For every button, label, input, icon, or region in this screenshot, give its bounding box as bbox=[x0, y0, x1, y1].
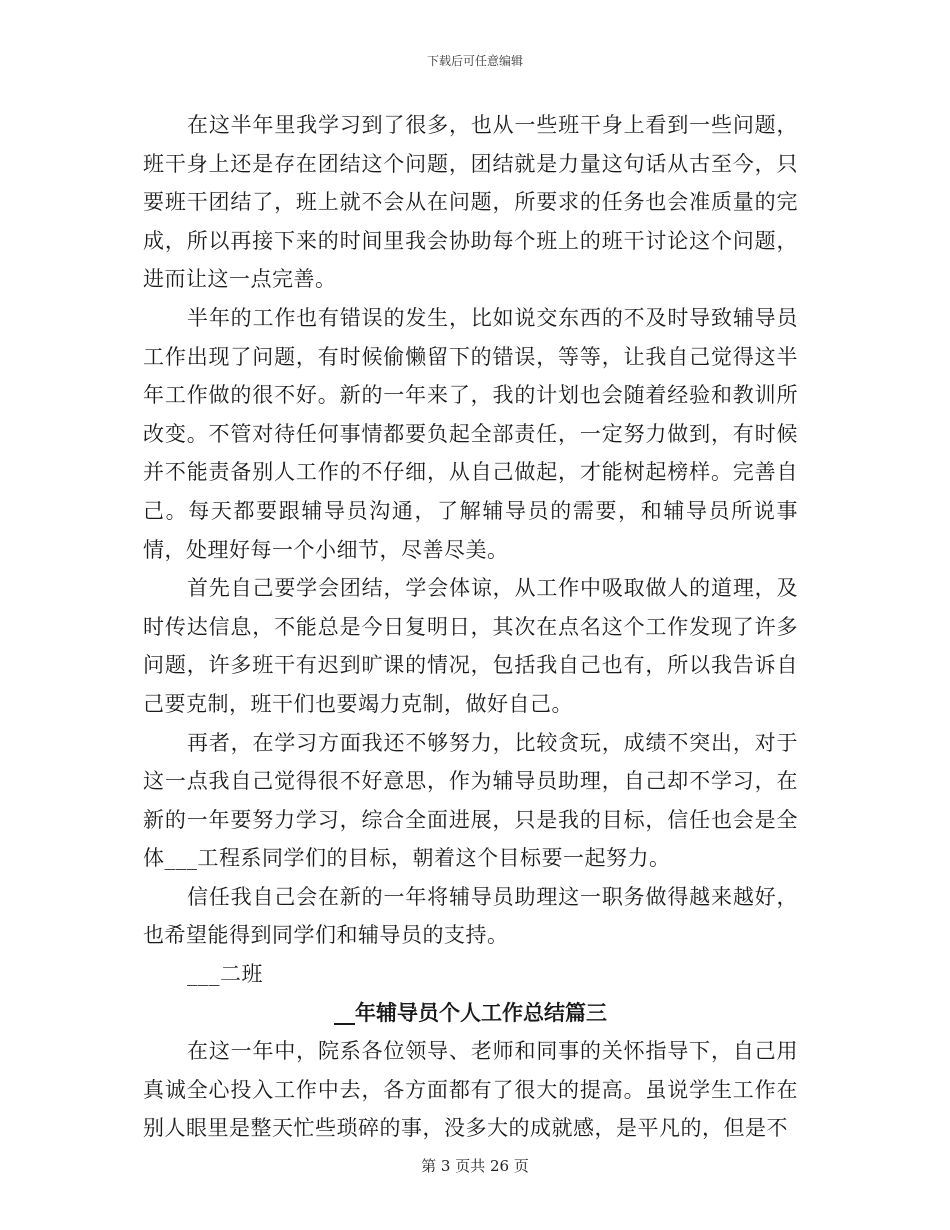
page-header: 下载后可任意编辑 bbox=[426, 54, 523, 68]
signature-class: ___二班 bbox=[187, 962, 263, 987]
document-body bbox=[143, 106, 798, 1148]
section-title: __年辅导员个人工作总结篇三 bbox=[334, 1000, 607, 1025]
page-footer: 第 3 页共 26 页 bbox=[421, 1157, 529, 1175]
paragraph-1: 在这半年里我学习到了很多，也从一些班干身上看到一些问题，班干身上还是存在团结这个问题，团结就是力量这句话从古至今，只要班干团结了，班上就不会从在问题，所要求的任务也会准质量的完成，所以再接下来的时间里我会协助每个班上的班干讨论这个问题，进而让这一点完善。 bbox=[143, 113, 798, 292]
paragraph-4: 再者，在学习方面我还不够努力，比较贪玩，成绩不突出，对于这一点我自己觉得很不好意思，作为辅导员助理，自己却不学习，在新的一年要努力学习，综合全面进展，只是我的目标，信任也会是全体___工程系同学们的目标，朝着这个目标要一起努力。 bbox=[143, 730, 798, 871]
paragraph-5: 信任我自己会在新的一年将辅导员助理这一职务做得越来越好，也希望能得到同学们和辅导员的支持。 bbox=[143, 884, 798, 948]
paragraph-2: 半年的工作也有错误的发生，比如说交东西的不及时导致辅导员工作出现了问题，有时候偷懒留下的错误，等等，让我自己觉得这半年工作做的很不好。新的一年来了，我的计划也会随着经验和教训所改变。不管对待任何事情都要负起全部责任，一定努力做到，有时候并不能责备别人工作的不仔细，从自己做起，才能树起榜样。完善自己。每天都要跟辅导员沟通，了解辅导员的需要，和辅导员所说事情，处理好每一个小细节，尽善尽美。 bbox=[143, 305, 798, 562]
section-paragraph: 在这一年中，院系各位领导、老师和同事的关怀指导下，自己用真诚全心投入工作中去，各方面都有了很大的提高。虽说学生工作在别人眼里是整天忙些琐碎的事，没多大的成就感，是平凡的，但是不 bbox=[143, 1039, 798, 1141]
paragraph-3: 首先自己要学会团结，学会体谅，从工作中吸取做人的道理，及时传达信息，不能总是今日复明日，其次在点名这个工作发现了许多问题，许多班干有迟到旷课的情况，包括我自己也有，所以我告诉自己要克制，班干们也要竭力克制，做好自己。 bbox=[143, 576, 798, 716]
